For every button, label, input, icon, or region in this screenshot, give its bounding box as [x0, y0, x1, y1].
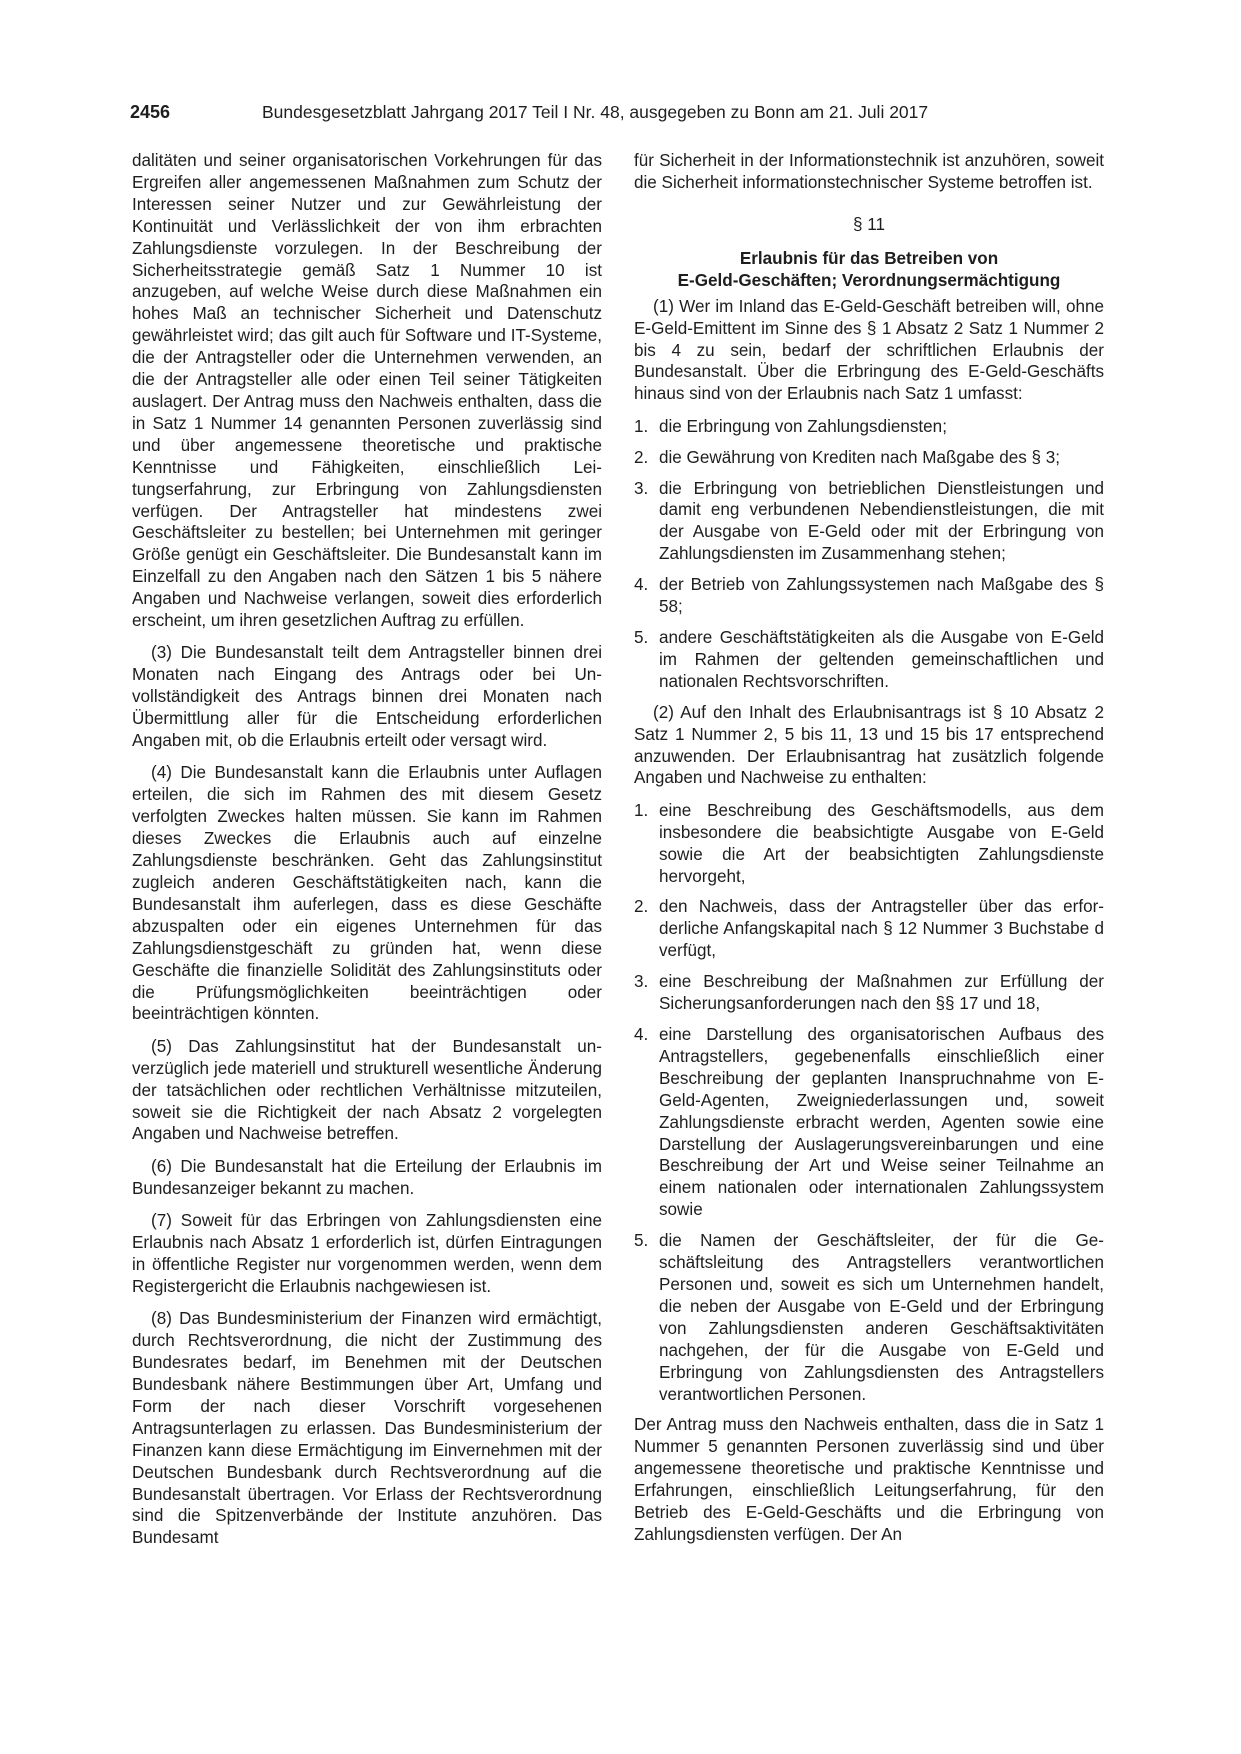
list-item-text: die Erbringung von Zahlungsdiensten; — [659, 416, 947, 436]
list-item-number: 2. — [634, 897, 649, 917]
list-item-text: der Betrieb von Zahlungssystemen nach Maßgabe des § 58; — [659, 575, 1104, 617]
list-item — [634, 800, 1104, 888]
list-item-number: 5. — [634, 628, 649, 647]
list-item-text: eine Darstellung des organisatorischen Aufbaus des Antragstellers, gegebenenfalls einschließlich einer Beschreibung der geplanten Inanspruchnahme von E-Geld-Agenten, Zweigniederlassungen und, soweit Zahlungsdienste erbracht werden, Agenten sowie eine Darstellung der Auslagerungsvereinbarungen und eine Beschreibung der Art und Weise seiner Teilnahme an einem nationalen oder internationalen Zahlungssystem sowie — [659, 1025, 1104, 1220]
paragraph-continuation: dalitäten und seiner organisatorischen Vorkehrungen für das Ergreifen aller angemessenen Maßnahmen zum Schutz der Interessen seiner Nutzer und zur Gewährleistung der Kontinuität und Verlässlichkeit der von ihm erbrachten Zahlungsdienste vorzulegen. In der Beschreibung der Sicherheitsstrategie gemäß Satz 1 Nummer 10 ist anzugeben, auf welche Weise durch diese Maßnahmen ein hohes Maß an technischer Sicherheit und Datenschutz gewährleistet wird; das gilt auch für Software und IT-Systeme, die der Antragsteller oder die Unternehmen verwenden, an die der Antragsteller alle oder einen Teil seiner Tätigkeiten auslagert. Der Antrag muss den Nachweis enthalten, dass die in Satz 1 Nummer 14 genannten Personen zuverlässig sind und über angemessene theoretische und praktische Kenntnisse und Fähigkeiten, einschließlich Leitungserfahrung, zur Erbringung von Zahlungsdiensten verfügen. Der Antragsteller hat mindestens zwei Geschäftsleiter zu bestellen; bei Unternehmen mit geringer Größe genügt ein Geschäftsleiter. Die Bundesanstalt kann im Einzelfall zu den Angaben nach den Sätzen 1 bis 5 nähere Angaben und Nachweise verlangen, soweit dies erforderlich erscheint, um ihren gesetzlichen Auftrag zu erfüllen. — [132, 151, 602, 631]
list-item — [634, 1024, 1104, 1221]
right-column — [634, 150, 1104, 1556]
list-item-text: die Namen der Geschäftsleiter, der für die Geschäftsleitung des Antragstellers verantwortlichen Personen und, soweit es sich um Unternehmen handelt, die neben der Ausgabe von E-Geld und der Erbringung von Zahlungsdiensten anderen Geschäftsaktivitäten nachgehen, der für die Ausgabe von E-Geld und Erbringung von Zahlungsdiensten des Antragstellers verantwortlichen Personen. — [659, 1231, 1104, 1404]
list-item — [634, 896, 1104, 962]
section-title — [634, 248, 1104, 292]
paragraph-continuation: für Sicherheit in der Informationstechnik ist anzuhören, soweit die Sicherheit informationstechnischer Systeme betroffen ist. — [634, 151, 1104, 192]
list-item-text: eine Beschreibung des Geschäftsmodells, aus dem insbesondere die beabsichtigte Ausgabe von E-Geld sowie die Art der beabsichtigten Zahlungsdienste hervorgeht, — [659, 800, 1104, 886]
running-title: Bundesgesetzblatt Jahrgang 2017 Teil I Nr. 48, ausgegeben zu Bonn am 21. Juli 2017 — [262, 102, 929, 122]
section-number: § 11 — [852, 214, 885, 234]
list-item-text: den Nachweis, dass der Antragsteller über das erforderliche Anfangskapital nach § 12 Nummer 3 Buchstabe d verfügt, — [659, 897, 1104, 961]
list-item — [634, 416, 1104, 438]
list-item — [634, 447, 1104, 469]
list-item-text: eine Beschreibung der Maßnahmen zur Erfüllung der Sicherungsanforderungen nach den §§ 17 und 18, — [659, 972, 1104, 1014]
list-item — [634, 478, 1104, 566]
absatz-1-intro: (1) Wer im Inland das E-Geld-Geschäft betreiben will, ohne E-Geld-Emittent im Sinne des § 1 Absatz 2 Satz 1 Nummer 2 bis 4 zu sein, bedarf der schriftlichen Erlaubnis der Bundesanstalt. Über die Erbringung des E-Geld-Geschäfts hinaus sind von der Erlaubnis nach Satz 1 umfasst: — [634, 296, 1104, 404]
list-item-text: andere Geschäftstätigkeiten als die Ausgabe von E-Geld im Rahmen der geltenden gemeinschaftlichen und nationalen Rechtsvorschriften. — [659, 628, 1104, 691]
section-title-line-1: Erlaubnis für das Betreiben von — [739, 248, 999, 268]
list-item-text: die Gewährung von Krediten nach Maßgabe des § 3; — [659, 447, 1061, 467]
paragraph-3: (3) Die Bundesanstalt teilt dem Antragsteller binnen drei Monaten nach Eingang des Antrags oder bei Unvollständigkeit des Antrags binnen drei Monaten nach Übermittlung aller für die Entscheidung erforderlichen Angaben mit, ob die Erlaubnis erteilt oder versagt wird. — [132, 643, 602, 751]
paragraph-7: (7) Soweit für das Erbringen von Zahlungsdiensten eine Erlaubnis nach Absatz 1 erforderlich ist, dürfen Eintragungen in öffentliche Register nur vorgenommen werden, wenn dem Registergericht die Erlaubnis nachgewiesen ist. — [132, 1211, 602, 1296]
page-number: 2456 — [130, 102, 171, 122]
paragraph-final: Der Antrag muss den Nachweis enthalten, dass die in Satz 1 Nummer 5 genannten Personen zuverlässig sind und über angemessene theoretische und praktische Kenntnisse und Erfahrungen, einschließlich Leitungserfahrung, für den Betrieb des E-Geld-Geschäfts und die Erbringung von Zahlungsdiensten verfügen. Der An — [634, 1415, 1104, 1544]
list-item-number: 2. — [634, 447, 649, 467]
list-item — [634, 1230, 1104, 1405]
list-item-number: 3. — [634, 972, 649, 992]
list-item — [634, 971, 1104, 1015]
list-item-number: 5. — [634, 1231, 649, 1251]
list-item-number: 1. — [634, 800, 649, 820]
left-column — [132, 150, 602, 1560]
list-item-number: 3. — [634, 478, 649, 498]
section-title-line-2: E-Geld-Geschäften; Verordnungsermächtigung — [677, 270, 1061, 290]
paragraph-6: (6) Die Bundesanstalt hat die Erteilung der Erlaubnis im Bundesanzeiger bekannt zu machen. — [132, 1156, 602, 1198]
list-item — [634, 574, 1104, 618]
list-item-number: 4. — [634, 575, 649, 595]
paragraph-8: (8) Das Bundesministerium der Finanzen wird ermächtigt, durch Rechtsverordnung, die nicht der Zustimmung des Bundesrates bedarf, im Benehmen mit der Deutschen Bundesbank nähere Bestimmungen über Art, Umfang und Form der nach dieser Vorschrift vorgesehenen Antragsunterlagen zu erlassen. Das Bundesministerium der Finanzen kann diese Ermächtigung im Einvernehmen mit der Deutschen Bundesbank durch Rechtsverordnung auf die Bundesanstalt übertragen. Vor Erlass der Rechtsverordnung sind die Spitzenverbände der Institute anzuhören. Das Bundesamt — [132, 1309, 602, 1548]
paragraph-5: (5) Das Zahlungsinstitut hat der Bundesanstalt unverzüglich jede materiell und strukturell wesentliche Änderung der tatsächlichen oder rechtlichen Verhältnisse mitzuteilen, soweit sie die Richtigkeit der nach Absatz 2 vorgelegten Angaben und Nachweise betreffen. — [132, 1036, 602, 1144]
list-item-number: 4. — [634, 1025, 649, 1044]
list-item — [634, 627, 1104, 693]
absatz-2-list — [634, 800, 1104, 1406]
absatz-1-list — [634, 416, 1104, 693]
paragraph-4: (4) Die Bundesanstalt kann die Erlaubnis unter Auflagen erteilen, die sich im Rahmen des mit diesem Gesetz verfolgten Zweckes halten müssen. Sie kann im Rahmen dieses Zweckes die Erlaubnis auch auf einzelne Zahlungsdienste beschränken. Geht das Zahlungsinstitut zugleich anderen Geschäftstätigkeiten nach, kann die Bundesanstalt ihm auferlegen, dass es diese Geschäfte abzuspalten oder ein eigenes Unternehmen für das Zahlungsdienstgeschäft zu gründen hat, wenn diese Geschäfte die finanzielle Solidität des Zahlungsinstituts oder die Prüfungsmöglichkeiten beeinträchtigen oder beeinträchtigen könnten. — [132, 763, 602, 1024]
list-item-text: die Erbringung von betrieblichen Dienstleistungen und damit eng verbundenen Nebendienstleistungen, die mit der Ausgabe von E-Geld oder mit der Erbringung von Zahlungsdiensten im Zusammenhang stehen; — [659, 478, 1104, 564]
list-item-number: 1. — [634, 416, 649, 436]
absatz-2-intro: (2) Auf den Inhalt des Erlaubnisantrags ist § 10 Absatz 2 Satz 1 Nummer 2, 5 bis 11, 13 und 15 bis 17 entsprechend anzuwenden. Der Erlaubnisantrag hat zusätzlich folgende Angaben und Nachweise zu enthalten: — [634, 702, 1104, 788]
page-header — [130, 100, 1110, 128]
